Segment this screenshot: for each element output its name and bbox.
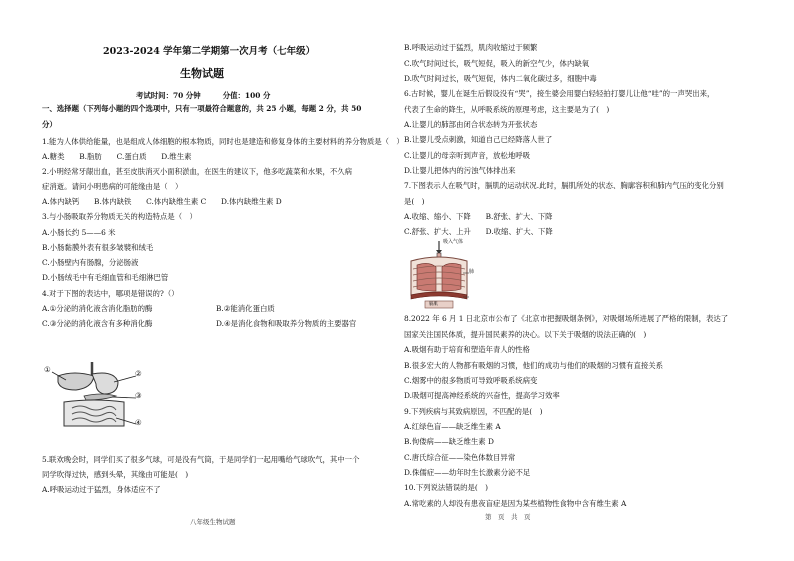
option-line: D.吸烟可提高神经系统的兴奋性，提高学习效率 — [404, 391, 560, 400]
q4-option-d: D.④是消化食物和吸取养分物质的主要器官 — [216, 319, 357, 328]
question-line: 6.古时候，婴儿在诞生后假设没有“哭”，接生婆会用婴白轻轻拍打婴儿让他“哇”的一声哭出来， — [404, 89, 715, 98]
option-line: A.让婴儿的肺部由闭合状态转为开张状态 — [404, 120, 538, 129]
question-line: 7.下图表示人在吸气时，膈肌的运动状况.此时，膈肌所处的状态、胸廓容积和肺内气压的变化分别 — [404, 181, 724, 190]
q4-option-c: C.③分泌的消化液含有多种消化酶 — [42, 319, 153, 328]
option-line: D.让婴儿把体内的污浊气体排出来 — [404, 166, 516, 175]
option-line: A.呼吸运动过于猛烈，身体适应不了 — [42, 485, 161, 494]
q4-option-a: A.①分泌的消化液含消化脂肪的酶 — [42, 304, 153, 313]
diaphragm-label: 膈肌 — [429, 302, 438, 307]
question-line: 国家关注国民体质，提升国民素养的决心。以下关于吸烟的说法正确的( ) — [404, 330, 647, 339]
option-line: B.让婴儿受点刺激，知道自己已经降落人世了 — [404, 135, 553, 144]
footer-right: 第 页 共 页 — [485, 513, 531, 521]
question-line: 5.联欢晚会时，同学们买了很多气球，可是没有气筒，于是同学们一起用嘴给气球吹气，其中一个 — [42, 455, 360, 464]
figure-label-1: ① — [44, 365, 51, 374]
q4-option-b: B.②能消化蛋白质 — [216, 304, 275, 313]
option-line: C.舒张、扩大、上升 D.收缩、扩大、下降 — [404, 227, 553, 236]
section-heading: 一、选择题（下列每小题的四个选项中，只有一项最符合题意的，共 25 小题，每题 2 分，共 50 — [42, 104, 362, 113]
option-line: D.吹气时间过长，吸气短促，体内二氧化碳过多，细胞中毒 — [404, 74, 597, 83]
thorax-diagram — [405, 239, 473, 311]
option-line: C.小肠壁内有肠腺，分泌肠液 — [42, 258, 139, 267]
option-line: B.佝偻病——缺乏维生素 D — [404, 437, 494, 446]
figure-label-4: ④ — [135, 418, 142, 427]
question-line: 9.下列疾病与其致病原因，不匹配的是( ) — [404, 407, 543, 416]
question-line: 4.对于下图的表达中，哪项是错误的?（） — [42, 289, 179, 298]
option-line: D.侏儒症——幼年时生长激素分泌不足 — [404, 468, 531, 477]
subject-title: 生物试题 — [180, 67, 224, 80]
option-line: C.让婴儿的母亲听到声音，放松地呼吸 — [404, 151, 530, 160]
exam-title: 2023-2024 学年第二学期第一次月考（七年级） — [103, 46, 316, 57]
option-line: A.收缩、缩小、下降 B.舒张、扩大、下降 — [404, 212, 553, 221]
option-line: B.小肠黏膜外表有很多皱襞和绒毛 — [42, 243, 154, 252]
option-line: B.很多宏大的人物都有吸烟的习惯，他们的成功与他们的吸烟的习惯有直接关系 — [404, 361, 664, 370]
option-line: A.常吃素的人却没有患夜盲症是因为某些植物性食物中含有维生素 A — [404, 499, 627, 508]
question-line: 症消逝。请问小明患病的可能缘由是（ ） — [42, 182, 183, 191]
question-line: 3.与小肠吸取养分物质无关的构造特点是（ ） — [42, 212, 197, 221]
option-line: A.糖类 B.脂肪 C.蛋白质 D.维生素 — [42, 152, 192, 161]
digestive-system-figure — [44, 362, 144, 434]
question-line: 2.小明经常牙龈出血，甚至皮肤消灭小面积淤血，在医生的建议下，他多吃蔬菜和水果，不久病 — [42, 167, 353, 176]
exam-info: 考试时间：70 分钟 分值：100 分 — [136, 91, 271, 100]
option-line: D.小肠绒毛中有毛细血管和毛细淋巴管 — [42, 273, 169, 282]
question-line: 1.能为人体供给能量，也是组成人体细胞的根本物质，同时也是建造和修复身体的主要材料的养分物质是（ ） — [42, 137, 404, 146]
option-line: A.吸烟有助于培育和塑造年青人的性格 — [404, 345, 530, 354]
option-line: B.呼吸运动过于猛烈，肌肉收缩过于频繁 — [404, 43, 538, 52]
option-line: C.烟雾中的很多物质可导致呼吸系统病变 — [404, 376, 538, 385]
figure-label-3: ③ — [135, 391, 142, 400]
option-line: A.小肠长约 5——6 米 — [42, 228, 116, 237]
footer-left: 八年级生物试题 — [190, 518, 236, 526]
lung-label: 肺 — [469, 269, 475, 275]
option-line: A.体内缺钙 B.体内缺铁 C.体内缺维生素 C D.体内缺维生素 D — [42, 197, 282, 206]
option-line: A.红绿色盲——缺乏维生素 A — [404, 422, 501, 431]
question-line: 同学吹得过快，感到头晕，其缘由可能是( ) — [42, 470, 189, 479]
section-heading-cont: 分） — [42, 120, 57, 129]
figure-label-2: ② — [135, 369, 142, 378]
option-line: C.唐氏综合征——染色体数目异常 — [404, 453, 516, 462]
question-line: 8.2022 年 6 月 1 日北京市公布了《北京市把握吸烟条例》，对吸烟场所进展了严格的限制，表达了 — [404, 314, 729, 323]
question-line: 是( ) — [404, 197, 425, 206]
question-line: 10.下列说法错误的是( ) — [404, 483, 489, 492]
option-line: C.吹气时间过长，吸气短促，吸入的新空气少，体内缺氧 — [404, 59, 590, 68]
question-line: 代表了生命的降生，从呼吸系统的原理考虑，这主要是为了( ) — [404, 105, 610, 114]
air-label: 吸入气体 — [443, 239, 464, 245]
